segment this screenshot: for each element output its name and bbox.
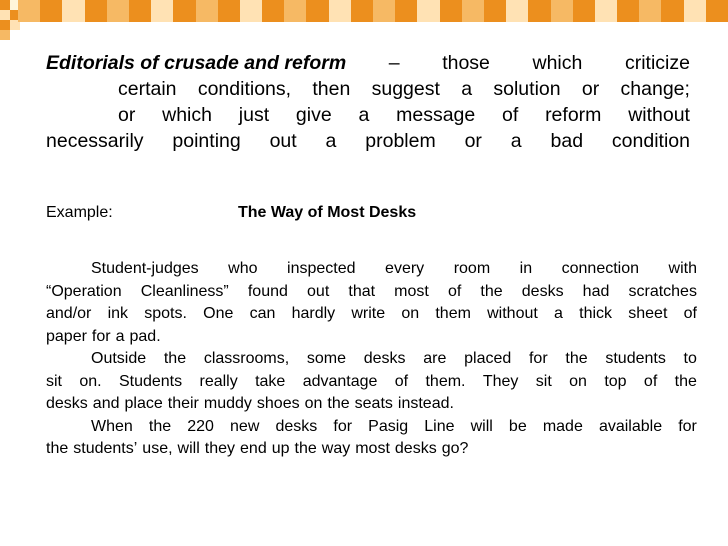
- word: their: [167, 395, 199, 412]
- word: new: [230, 417, 260, 435]
- word: every: [385, 260, 425, 277]
- text-line: [46, 303, 697, 326]
- word: way: [321, 440, 351, 457]
- example-heading: [46, 203, 696, 223]
- word: place: [124, 395, 163, 412]
- word: Cleanliness”: [140, 282, 229, 300]
- word: or: [464, 130, 482, 152]
- word: connection: [561, 260, 640, 277]
- word: conditions,: [197, 78, 292, 100]
- word: use,: [142, 440, 173, 457]
- word: which: [532, 52, 583, 74]
- word: seats: [354, 395, 393, 412]
- paragraph-1: [46, 258, 697, 348]
- word: solution: [493, 78, 561, 100]
- word: the: [565, 350, 588, 367]
- word: take: [255, 372, 286, 390]
- word: then: [312, 78, 351, 100]
- word: Students: [118, 372, 183, 390]
- word: ink: [107, 305, 129, 322]
- word: that: [348, 282, 376, 300]
- word: paper: [46, 327, 87, 345]
- word: write: [351, 305, 386, 322]
- word: the: [148, 417, 172, 435]
- word: up: [271, 440, 290, 457]
- word: or: [118, 104, 136, 126]
- word: out: [269, 130, 297, 152]
- word: scratches: [628, 282, 697, 300]
- text-line: [46, 393, 697, 416]
- word: reform: [545, 104, 602, 126]
- word: they: [204, 440, 236, 457]
- word: them.: [425, 372, 466, 390]
- word: of: [643, 372, 658, 390]
- word: without: [628, 104, 690, 126]
- paragraph-2: [46, 348, 697, 416]
- word: a: [554, 305, 563, 322]
- word: Student-judges: [91, 260, 199, 277]
- word: advantage: [302, 372, 378, 390]
- word: the: [294, 440, 317, 457]
- text-line: [46, 281, 697, 304]
- word: and/or: [46, 305, 92, 322]
- word: muddy: [203, 395, 252, 412]
- text-line: [46, 348, 697, 371]
- word: sit: [535, 372, 552, 390]
- word: message: [396, 104, 476, 126]
- example-title: The Way of Most Desks: [238, 204, 417, 221]
- definition-line-2: [46, 76, 690, 102]
- word: Pasig: [368, 417, 409, 435]
- word: hardly: [291, 305, 336, 322]
- word: found: [247, 282, 288, 300]
- word: top: [604, 372, 627, 390]
- word: most: [355, 440, 390, 457]
- word: can: [249, 305, 276, 322]
- word: When: [91, 417, 133, 435]
- word: room: [453, 260, 491, 277]
- word: certain: [118, 78, 177, 100]
- word: for: [91, 327, 111, 345]
- word: thick: [579, 305, 613, 322]
- word: will: [470, 417, 493, 435]
- word: on: [304, 395, 323, 412]
- word: placed: [464, 350, 512, 367]
- word: for: [678, 417, 697, 435]
- word: most: [394, 282, 429, 300]
- definition-term: Editorials of crusade and reform: [46, 52, 347, 74]
- word: sit: [46, 372, 62, 390]
- word: of: [447, 282, 462, 300]
- word: or: [581, 78, 600, 100]
- word: students: [605, 350, 666, 367]
- word: be: [508, 417, 527, 435]
- word: suggest: [371, 78, 440, 100]
- word: students’: [73, 440, 138, 457]
- word: necessarily: [46, 130, 144, 152]
- word: the: [163, 350, 187, 367]
- word: really: [199, 372, 238, 390]
- word: “Operation: [46, 282, 122, 300]
- word: a: [510, 130, 522, 152]
- word: inspected: [287, 260, 356, 277]
- word: just: [238, 104, 270, 126]
- word: problem: [365, 130, 436, 152]
- word: Outside: [91, 350, 147, 367]
- word: of: [683, 305, 697, 322]
- word: in: [519, 260, 533, 277]
- word: bad: [550, 130, 584, 152]
- word: give: [295, 104, 332, 126]
- word: to: [683, 350, 697, 367]
- definition-block: [46, 50, 690, 154]
- word: go?: [441, 440, 469, 457]
- word: desks: [275, 417, 318, 435]
- editorial-body: [46, 258, 697, 461]
- word: desks: [363, 350, 406, 367]
- word: available: [598, 417, 663, 435]
- word: desks: [521, 282, 564, 300]
- word: They: [482, 372, 519, 390]
- word: a: [325, 130, 337, 152]
- word: condition: [611, 130, 690, 152]
- word: on.: [79, 372, 102, 390]
- text-line: [46, 326, 697, 349]
- definition-line-4: [46, 128, 690, 154]
- word: some: [306, 350, 347, 367]
- word: a: [115, 327, 125, 345]
- word: pointing: [172, 130, 241, 152]
- definition-line-3: [46, 102, 690, 128]
- word: without: [487, 305, 538, 322]
- word: for: [528, 350, 548, 367]
- example-label: Example:: [46, 204, 113, 221]
- word: them: [435, 305, 471, 322]
- word: the: [674, 372, 697, 390]
- text-line: [46, 371, 697, 394]
- word: are: [423, 350, 447, 367]
- word: which: [162, 104, 212, 126]
- word: change;: [620, 78, 690, 100]
- word: desks: [394, 440, 437, 457]
- word: instead.: [397, 395, 454, 412]
- word: will: [177, 440, 200, 457]
- text-line: [46, 416, 697, 439]
- word: Line: [424, 417, 455, 435]
- word: and: [92, 395, 120, 412]
- word: of: [394, 372, 409, 390]
- word: 220: [187, 417, 214, 435]
- word: on: [401, 305, 420, 322]
- text-line: [46, 258, 697, 281]
- word: out: [307, 282, 330, 300]
- word: the: [46, 440, 69, 457]
- word: classrooms,: [203, 350, 290, 367]
- header-bar: [18, 0, 728, 22]
- word: of: [502, 104, 519, 126]
- word: had: [582, 282, 610, 300]
- word: a: [461, 78, 473, 100]
- word: spots.: [144, 305, 187, 322]
- word: pad.: [129, 327, 161, 345]
- word: a: [358, 104, 370, 126]
- paragraph-3: [46, 416, 697, 461]
- word: One: [203, 305, 234, 322]
- word: for: [333, 417, 353, 435]
- word: with: [668, 260, 697, 277]
- word: shoes: [256, 395, 300, 412]
- word: the: [327, 395, 350, 412]
- word: on: [569, 372, 587, 390]
- word: made: [542, 417, 583, 435]
- word: the: [480, 282, 503, 300]
- word: criticize: [624, 52, 690, 74]
- word: –: [388, 52, 400, 74]
- text-line: [46, 438, 697, 461]
- word: desks: [46, 395, 88, 412]
- definition-line-1: [46, 50, 690, 76]
- word: sheet: [628, 305, 668, 322]
- word: those: [442, 52, 490, 74]
- word: who: [228, 260, 258, 277]
- word: end: [240, 440, 267, 457]
